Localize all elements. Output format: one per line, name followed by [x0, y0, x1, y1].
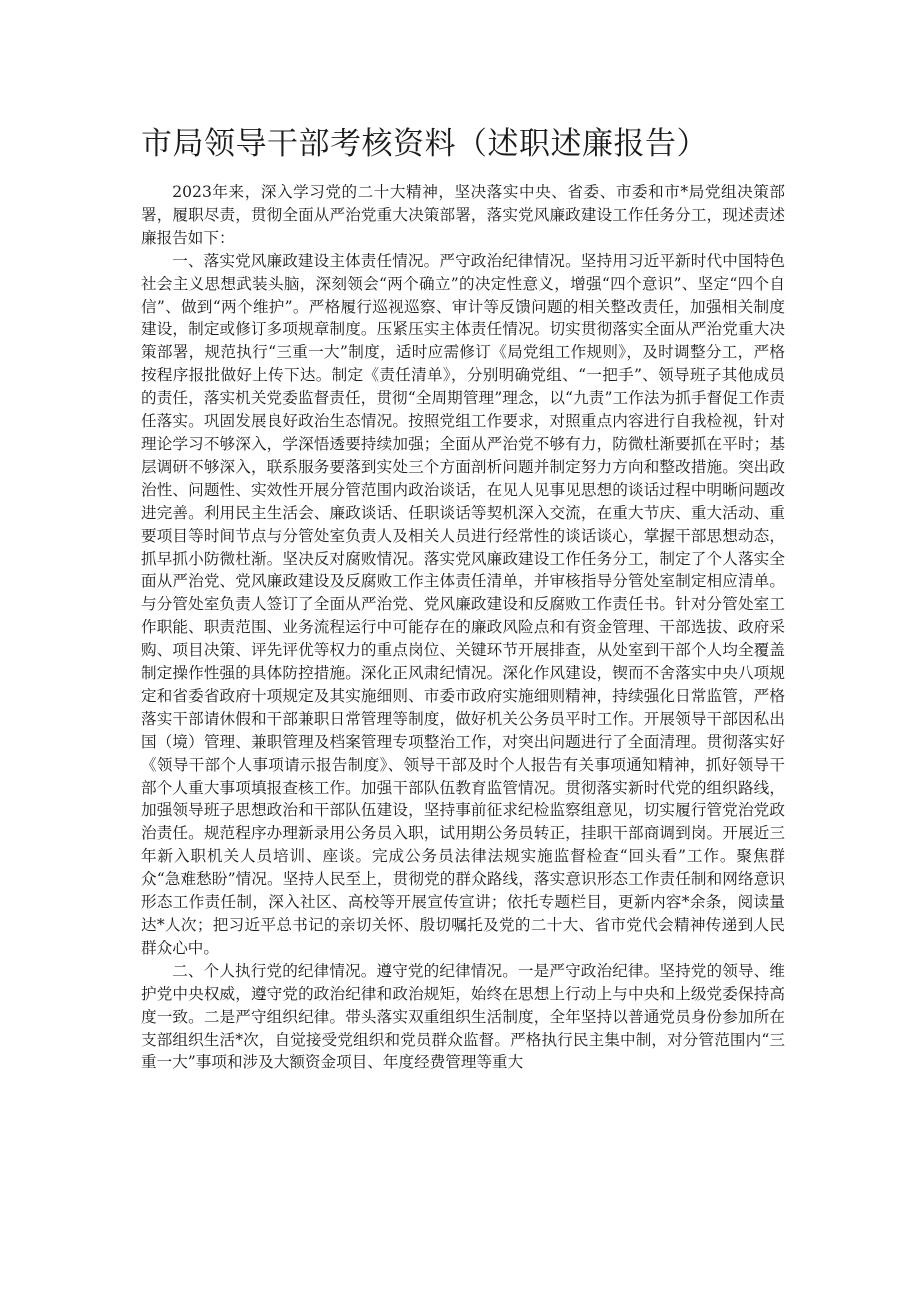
- document-body: [141, 181, 785, 1074]
- document-title: 市局领导干部考核资料（述职述廉报告）: [141, 126, 708, 162]
- paragraph-section-2: 二、个人执行党的纪律情况。遵守党的纪律情况。一是严守政治纪律。坚持党的领导、维护党中央权威，遵守党的政治纪律和政治规矩，始终在思想上行动上与中央和上级党委保持高度一致。二是严守组织纪律。带头落实双重组织生活制度，全年坚持以普通党员身份参加所在支部组织生活*次，自觉接受党组织和党员群众监督。严格执行民主集中制，对分管范围内“三重一大”事项和涉及大额资金项目、年度经费管理等重大: [141, 961, 785, 1072]
- paragraph-section-1: 一、落实党风廉政建设主体责任情况。严守政治纪律情况。坚持用习近平新时代中国特色社会主义思想武装头脑，深刻领会“两个确立”的决定性意义，增强“四个意识”、坚定“四个自信”、做到“两个维护”。严格履行巡视巡察、审计等反馈问题的相关整改责任，加强相关制度建设，制定或修订多项规章制度。压紧压实主体责任情况。切实贯彻落实全面从严治党重大决策部署，规范执行“三重一大”制度，适时应需修订《局党组工作规则》，及时调整分工，严格按程序报批做好上传下达。制定《责任清单》，分别明确党组、“一把手”、领导班子其他成员的责任，落实机关党委监督责任，贯彻“全周期管理”理念，以“九责”工作法为抓手督促工作责任落实。巩固发展良好政治生态情况。按照党组工作要求，对照重点内容进行自我检视，针对理论学习不够深入，学深悟透要持续加强；全面从严治党不够有力，防微杜渐要抓在平时；基层调研不够深入，联系服务要落到实处三个方面剖析问题并制定努力方向和整改措施。突出政治性、问题性、实效性开展分管范围内政治谈话，在见人见事见思想的谈话过程中明晰问题改进完善。利用民主生活会、廉政谈话、任职谈话等契机深入交流，在重大节庆、重大活动、重要项目等时间节点与分管处室负责人及相关人员进行经常性的谈话谈心，掌握干部思想动态，抓早抓小防微杜渐。坚决反对腐败情况。落实党风廉政建设工作任务分工，制定了个人落实全面从严治党、党风廉政建设及反腐败工作主体责任清单，并审核指导分管处室制定相应清单。与分管处室负责人签订了全面从严治党、党风廉政建设和反腐败工作责任书。针对分管处室工作职能、职责范围、业务流程运行中可能存在的廉政风险点和有资金管理、干部选拔、政府采购、项目决策、评先评优等权力的重点岗位、关键环节开展排查，从处室到干部个人均全覆盖制定操作性强的具体防控措施。深化正风肃纪情况。深化作风建设，锲而不舍落实中央八项规定和省委省政府十项规定及其实施细则、市委市政府实施细则精神，持续强化日常监管，严格落实干部请休假和干部兼职日常管理等制度，做好机关公务员平时工作。开展领导干部因私出国（境）管理、兼职管理及档案管理专项整治工作，对突出问题进行了全面清理。贯彻落实好《领导干部个人事项请示报告制度》、领导干部及时个人报告有关事项通知精神，抓好领导干部个人重大事项填报查核工作。加强干部队伍教育监管情况。贯彻落实新时代党的组织路线，加强领导班子思想政治和干部队伍建设，坚持事前征求纪检监察组意见，切实履行管党治党政治责任。规范程序办理新录用公务员入职，试用期公务员转正，挂职干部商调到岗。开展近三年新入职机关人员培训、座谈。完成公务员法律法规实施监督检查“回头看”工作。聚焦群众“急难愁盼”情况。坚持人民至上，贯彻党的群众路线，落实意识形态工作责任制和网络意识形态工作责任制，深入社区、高校等开展宣传宣讲；依托专题栏目，更新内容*余条，阅读量达*人次；把习近平总书记的亲切关怀、殷切嘱托及党的二十大、省市党代会精神传递到人民群众心中。: [141, 251, 785, 957]
- paragraph-intro: 2023年来，深入学习党的二十大精神，坚决落实中央、省委、市委和市*局党组决策部署，履职尽责，贯彻全面从严治党重大决策部署，落实党风廉政建设工作任务分工，现述责述廉报告如下：: [141, 183, 785, 247]
